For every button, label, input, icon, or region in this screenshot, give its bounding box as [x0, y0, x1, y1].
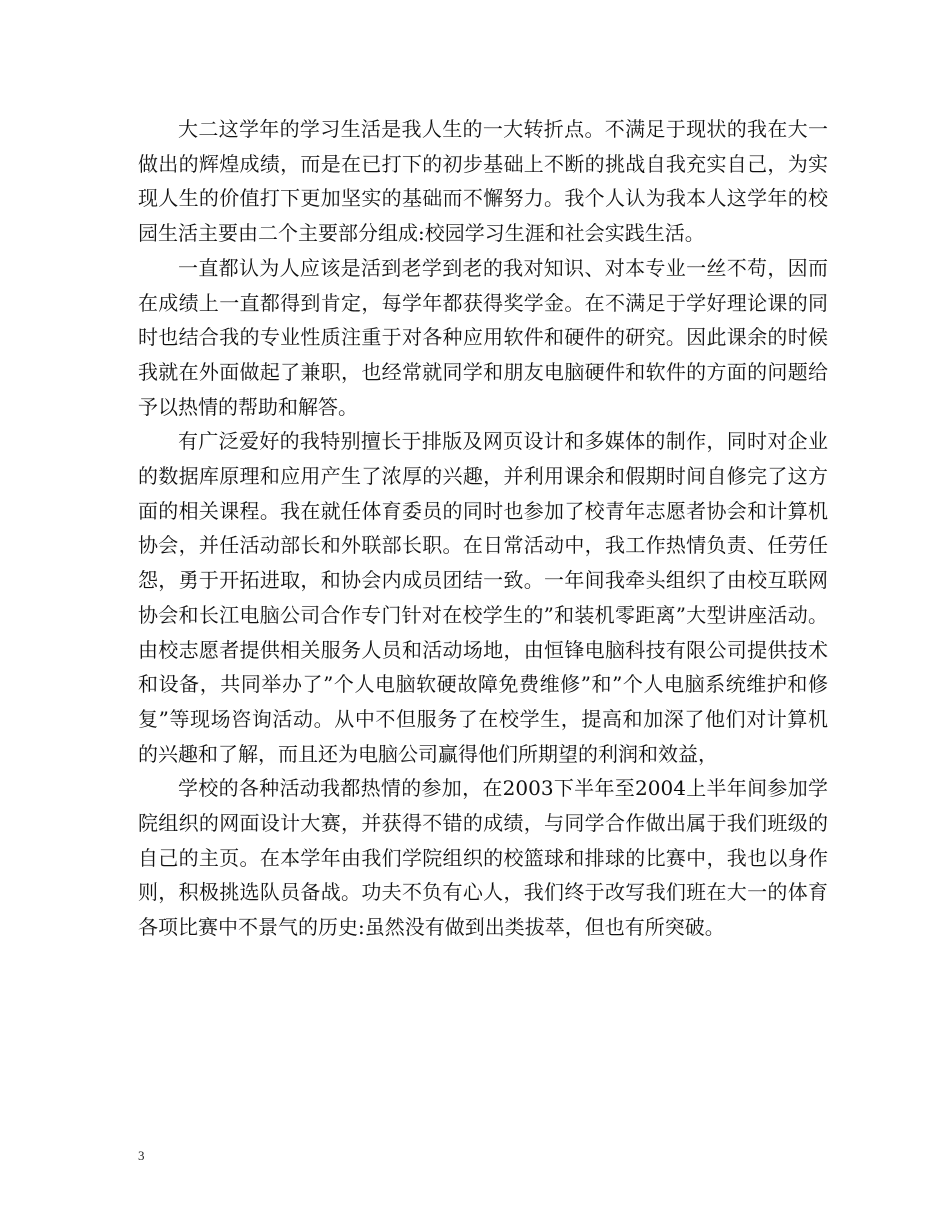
document-body — [138, 112, 828, 945]
paragraph-2: 一直都认为人应该是活到老学到老的我对知识、对本专业一丝不苟，因而在成绩上一直都得到肯定，每学年都获得奖学金。在不满足于学好理论课的同时也结合我的专业性质注重于对各种应用软件和硬件的研究。因此课余的时候我就在外面做起了兼职，也经常就同学和朋友电脑硬件和软件的方面的问题给予以热情的帮助和解答。 — [138, 255, 828, 419]
paragraph-1: 大二这学年的学习生活是我人生的一大转折点。不满足于现状的我在大一做出的辉煌成绩，而是在已打下的初步基础上不断的挑战自我充实自己，为实现人生的价值打下更加坚实的基础而不懈努力。我个人认为我本人这学年的校园生活主要由二个主要部分组成:校园学习生涯和社会实践生活。 — [138, 117, 828, 246]
paragraph-3: 有广泛爱好的我特别擅长于排版及网页设计和多媒体的制作，同时对企业的数据库原理和应用产生了浓厚的兴趣，并利用课余和假期时间自修完了这方面的相关课程。我在就任体育委员的同时也参加了校青年志愿者协会和计算机协会，并任活动部长和外联部长职。在日常活动中，我工作热情负责、任劳任怨，勇于开拓进取，和协会内成员团结一致。一年间我牵头组织了由校互联网协会和长江电脑公司合作专门针对在校学生的”和装机零距离”大型讲座活动。由校志愿者提供相关服务人员和活动场地，由恒锋电脑科技有限公司提供技术和设备，共同举办了”个人电脑软硬故障免费维修”和”个人电脑系统维护和修复”等现场咨询活动。从中不但服务了在校学生，提高和加深了他们对计算机的兴趣和了解，而且还为电脑公司赢得他们所期望的利润和效益， — [138, 429, 828, 766]
page-number: 3 — [138, 1148, 145, 1163]
paragraph-4: 学校的各种活动我都热情的参加，在2003下半年至2004上半年间参加学院组织的网面设计大赛，并获得不错的成绩，与同学合作做出属于我们班级的自己的主页。在本学年由我们学院组织的校篮球和排球的比赛中，我也以身作则，积极挑选队员备战。功夫不负有心人，我们终于改写我们班在大一的体育各项比赛中不景气的历史:虽然没有做到出类拔萃，但也有所突破。 — [138, 776, 828, 940]
